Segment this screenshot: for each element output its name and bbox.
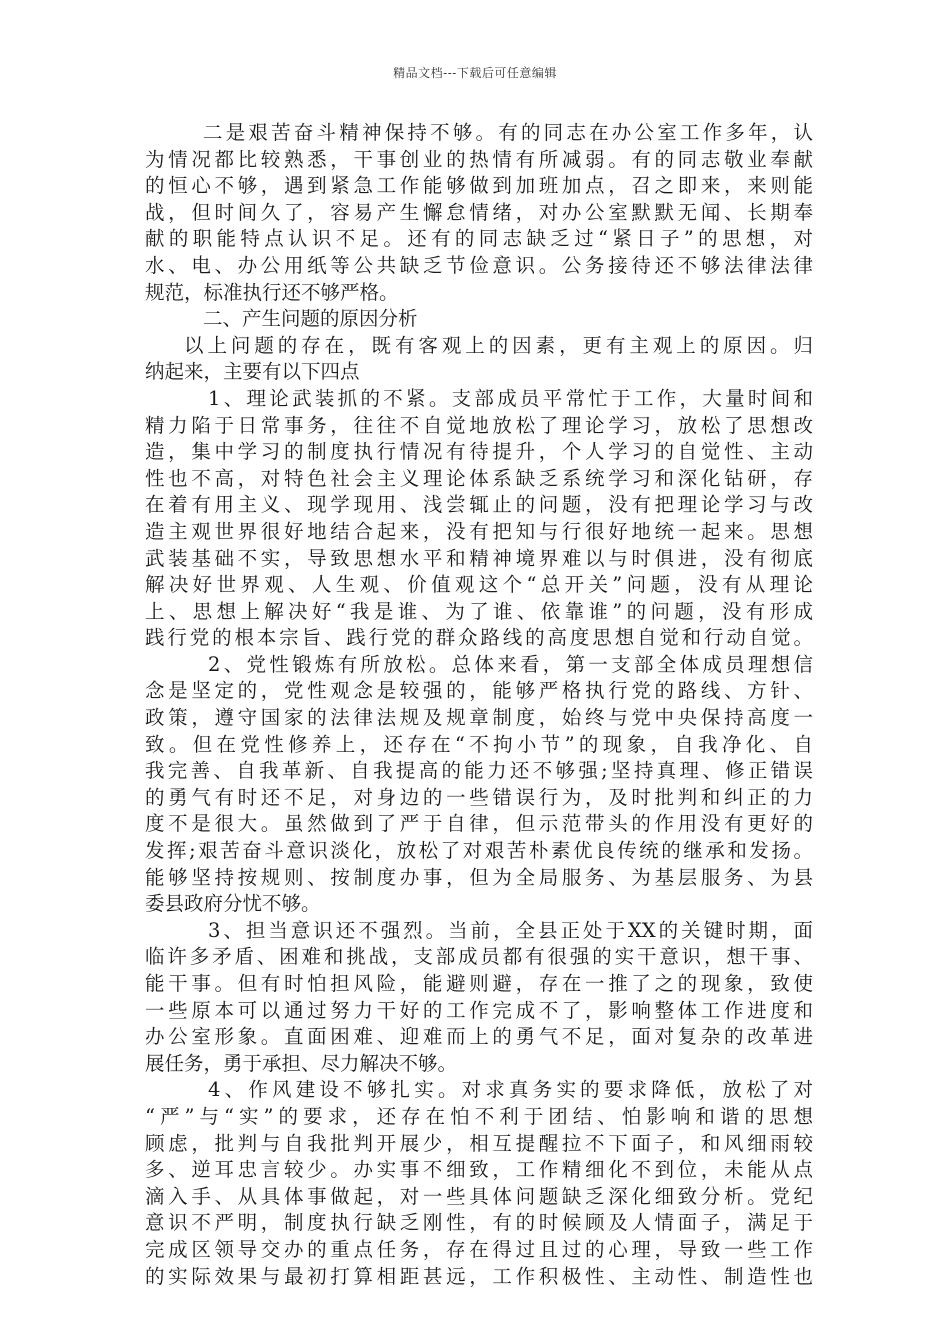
text-line: 性也不高，对特色社会主义理论体系缺乏系统学习和深化钻研，存 — [145, 466, 813, 490]
text-line: 3、担当意识还不强烈。当前，全县正处于XX的关键时期，面 — [208, 918, 813, 942]
text-line: 的实际效果与最初打算相距甚远，工作积极性、主动性、制造性也 — [145, 1264, 813, 1288]
text-line: 水、电、办公用纸等公共缺乏节俭意识。公务接待还不够法律法律 — [145, 253, 813, 277]
page-header: 精品文档---下载后可任意编辑 — [393, 66, 557, 80]
text-line: 在着有用主义、现学现用、浅尝辄止的问题，没有把理论学习与改 — [145, 493, 813, 517]
text-line: 二是艰苦奋斗精神保持不够。有的同志在办公室工作多年，认 — [203, 121, 813, 144]
text-line: “严”与“实”的要求，还存在怕不利于团结、怕影响和谐的思想 — [145, 1104, 813, 1128]
text-line: 临许多矛盾、困难和挑战，支部成员都有很强的实干意识，想干事、 — [145, 945, 813, 969]
text-line: 一些原本可以通过努力干好的工作完成不了，影响整体工作进度和 — [145, 998, 813, 1022]
text-line: 顾虑，批判与自我批判开展少，相互提醒拉不下面子，和风细雨较 — [145, 1131, 813, 1155]
text-line: 政策，遵守国家的法律法规及规章制度，始终与党中央保持高度一 — [145, 706, 813, 730]
text-line: 二、产生问题的原因分析 — [203, 307, 418, 331]
text-line: 完成区领导交办的重点任务，存在得过且过的心理，导致一些工作 — [145, 1237, 813, 1261]
text-line: 战，但时间久了，容易产生懈怠情绪，对办公室默默无闻、长期奉 — [145, 200, 813, 224]
text-line: 精力陷于日常事务，往往不自觉地放松了理论学习，放松了思想改 — [145, 413, 813, 437]
text-line: 能够坚持按规则、按制度办事，但为全局服务、为基层服务、为县 — [145, 865, 813, 889]
text-line: 为情况都比较熟悉，干事创业的热情有所减弱。有的同志敬业奉献 — [145, 147, 813, 171]
text-line: 造主观世界很好地结合起来，没有把知与行很好地统一起来。思想 — [145, 519, 813, 543]
text-line: 多、逆耳忠言较少。办实事不细致，工作精细化不到位，未能从点 — [145, 1158, 813, 1182]
text-line: 度不是很大。虽然做到了严于自律，但示范带头的作用没有更好的 — [145, 812, 813, 836]
text-line: 滴入手、从具体事做起，对一些具体问题缺乏深化细致分析。党纪 — [145, 1184, 813, 1208]
text-line: 2、党性锻炼有所放松。总体来看，第一支部全体成员理想信 — [208, 652, 813, 676]
text-line: 办公室形象。直面困难、迎难而上的勇气不足，面对复杂的改革进 — [145, 1025, 813, 1049]
text-line: 发挥;艰苦奋斗意识淡化，放松了对艰苦朴素优良传统的继承和发扬。 — [145, 839, 813, 863]
text-line: 我完善、自我革新、自我提高的能力还不够强;坚持真理、修正错误 — [145, 759, 813, 783]
text-line: 献的职能特点认识不足。还有的同志缺乏过“紧日子”的思想，对 — [145, 227, 813, 251]
text-line: 致。但在党性修养上，还存在“不拘小节”的现象，自我净化、自 — [145, 732, 813, 756]
text-line: 意识不严明，制度执行缺乏刚性，有的时候顾及人情面子，满足于 — [145, 1211, 813, 1235]
text-line: 解决好世界观、人生观、价值观这个“总开关”问题，没有从理论 — [145, 573, 813, 597]
text-line: 的恒心不够，遇到紧急工作能够做到加班加点，召之即来，来则能 — [145, 174, 813, 198]
document-body — [145, 120, 813, 1290]
text-line: 委县政府分忧不够。 — [145, 892, 321, 916]
text-line: 念是坚定的，党性观念是较强的，能够严格执行党的路线、方针、 — [145, 679, 813, 703]
text-line: 造，集中学习的制度执行情况有待提升，个人学习的自觉性、主动 — [145, 440, 813, 464]
text-line: 能干事。但有时怕担风险，能避则避，存在一推了之的现象，致使 — [145, 972, 813, 995]
text-line: 展任务，勇于承担、尽力解决不够。 — [145, 1051, 458, 1075]
text-line: 纳起来，主要有以下四点 — [145, 360, 360, 384]
text-line: 规范，标准执行还不够严格。 — [145, 280, 399, 304]
text-line: 1、理论武装抓的不紧。支部成员平常忙于工作，大量时间和 — [208, 386, 813, 410]
text-line: 践行党的根本宗旨、践行党的群众路线的高度思想自觉和行动自觉。 — [145, 626, 813, 650]
text-line: 的勇气有时还不足，对身边的一些错误行为，及时批判和纠正的力 — [145, 785, 813, 809]
text-line: 上、思想上解决好“我是谁、为了谁、依靠谁”的问题，没有形成 — [145, 599, 813, 623]
text-line: 以上问题的存在，既有客观上的因素，更有主观上的原因。归 — [184, 333, 813, 357]
text-line: 4、作风建设不够扎实。对求真务实的要求降低，放松了对 — [208, 1078, 813, 1102]
text-line: 武装基础不实，导致思想水平和精神境界难以与时俱进，没有彻底 — [145, 546, 813, 570]
